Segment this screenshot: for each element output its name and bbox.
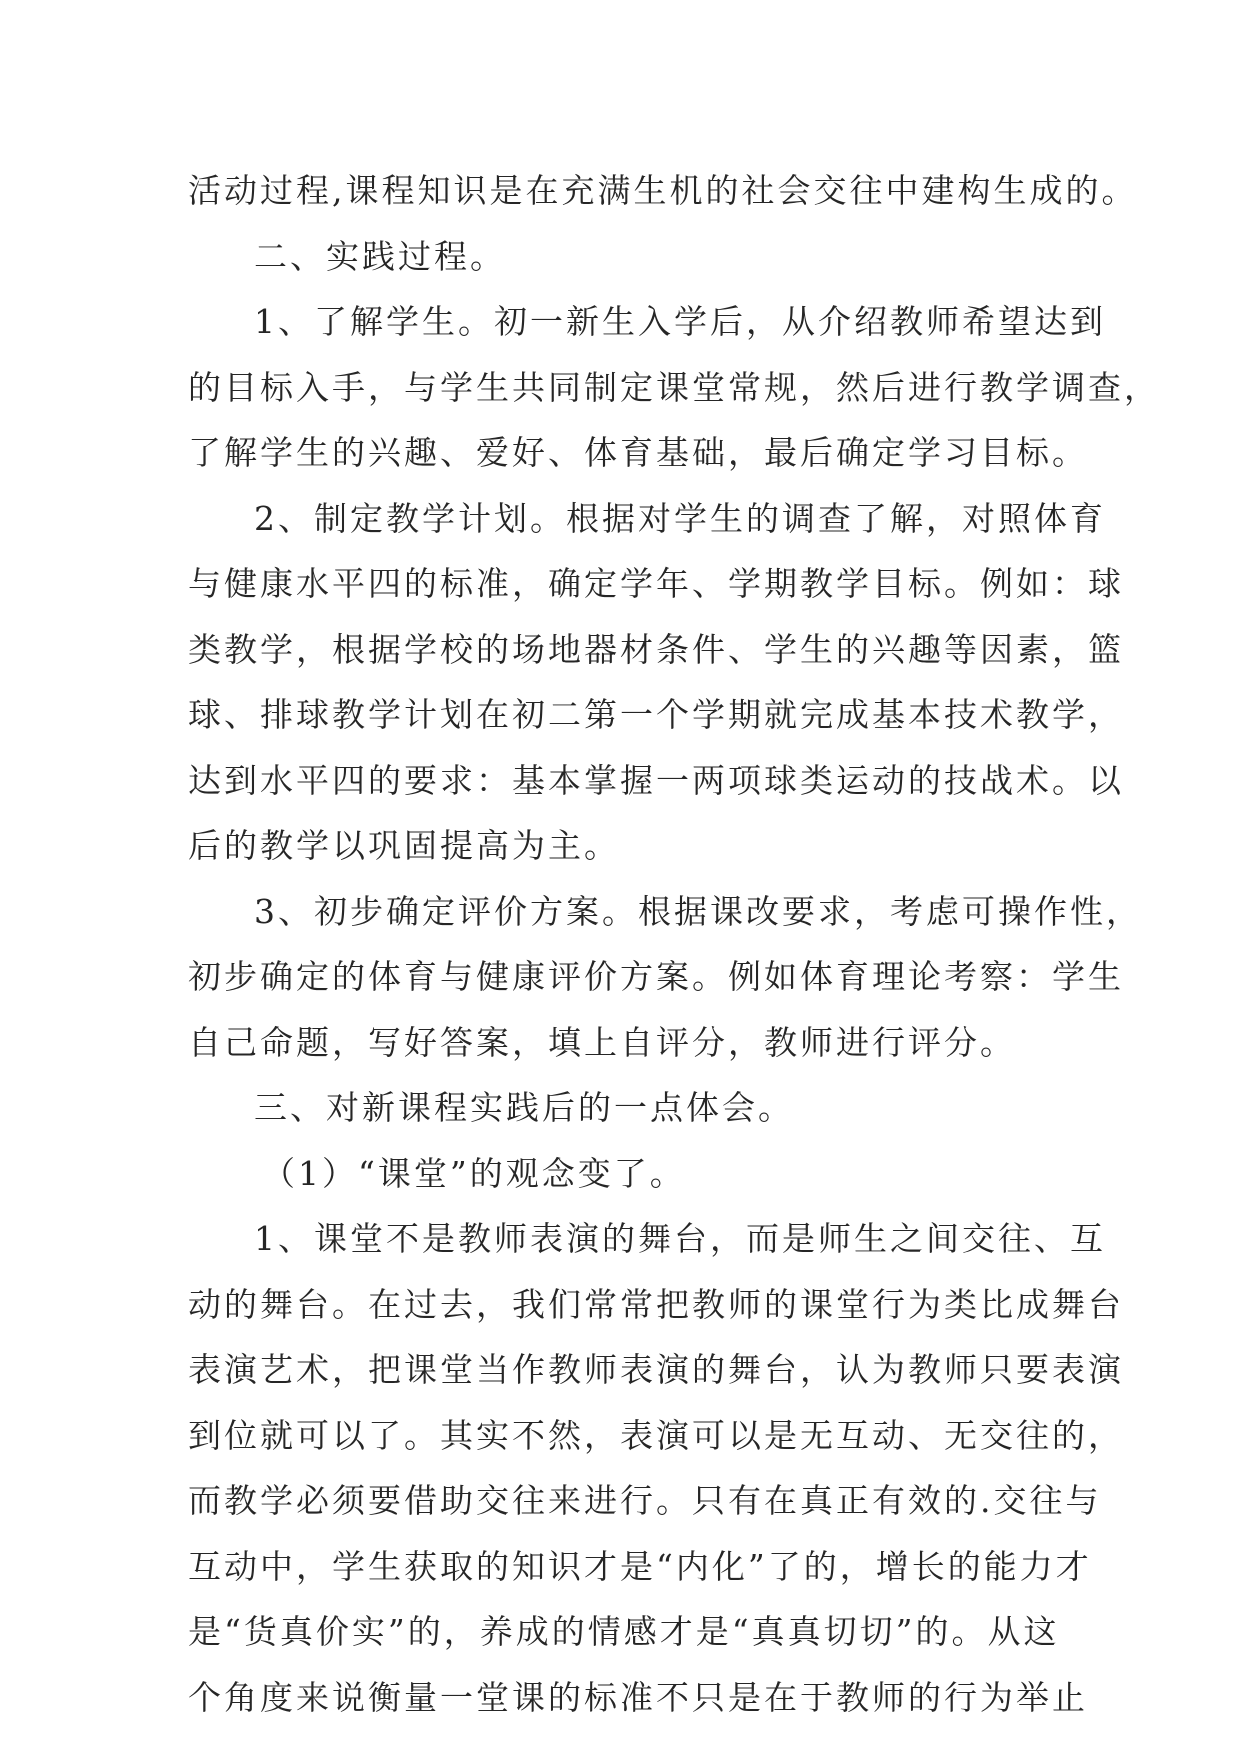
text-line: 个角度来说衡量一堂课的标准不只是在于教师的行为举止 xyxy=(188,1677,1088,1717)
text-line: 的目标入手，与学生共同制定课堂常规，然后进行教学调查， xyxy=(188,367,1160,407)
text-line: 球、排球教学计划在初二第一个学期就完成基本技术教学， xyxy=(188,695,1124,734)
text-line: 1、了解学生。初一新生入学后，从介绍教师希望达到 xyxy=(254,302,1106,341)
text-line: 与健康水平四的标准，确定学年、学期教学目标。例如：球 xyxy=(188,564,1124,603)
text-line: 2、制定教学计划。根据对学生的调查了解，对照体育 xyxy=(254,498,1106,538)
section-heading: 二、实践过程。 xyxy=(254,236,506,276)
text-line: 而教学必须要借助交往来进行。只有在真正有效的.交往与 xyxy=(188,1481,1102,1520)
text-line: 达到水平四的要求：基本掌握一两项球类运动的技战术。以 xyxy=(188,760,1124,800)
text-line: 动的舞台。在过去，我们常常把教师的课堂行为类比成舞台 xyxy=(188,1284,1124,1324)
subsection-heading: （1）“课堂”的观念变了。 xyxy=(262,1153,686,1193)
body-text xyxy=(188,158,1160,1730)
text-line: 1、课堂不是教师表演的舞台，而是师生之间交往、互 xyxy=(254,1219,1106,1258)
text-line: 到位就可以了。其实不然，表演可以是无互动、无交往的， xyxy=(188,1415,1124,1455)
text-line: 初步确定的体育与健康评价方案。例如体育理论考察：学生 xyxy=(188,957,1124,996)
text-line: 表演艺术，把课堂当作教师表演的舞台，认为教师只要表演 xyxy=(188,1350,1124,1389)
text-line: 活动过程,课程知识是在充满生机的社会交往中建构生成的。 xyxy=(188,171,1138,210)
text-line: 是“货真价实”的，养成的情感才是“真真切切”的。从这 xyxy=(188,1612,1060,1651)
text-line: 3、初步确定评价方案。根据课改要求，考虑可操作性， xyxy=(254,891,1142,931)
text-line: 后的教学以巩固提高为主。 xyxy=(188,826,620,865)
text-line: 互动中，学生获取的知识才是“内化”了的，增长的能力才 xyxy=(188,1546,1092,1586)
text-line: 类教学，根据学校的场地器材条件、学生的兴趣等因素，篮 xyxy=(188,629,1124,669)
section-heading: 三、对新课程实践后的一点体会。 xyxy=(254,1088,794,1127)
text-line: 了解学生的兴趣、爱好、体育基础，最后确定学习目标。 xyxy=(188,433,1088,472)
text-line: 自己命题，写好答案，填上自评分，教师进行评分。 xyxy=(188,1022,1016,1062)
